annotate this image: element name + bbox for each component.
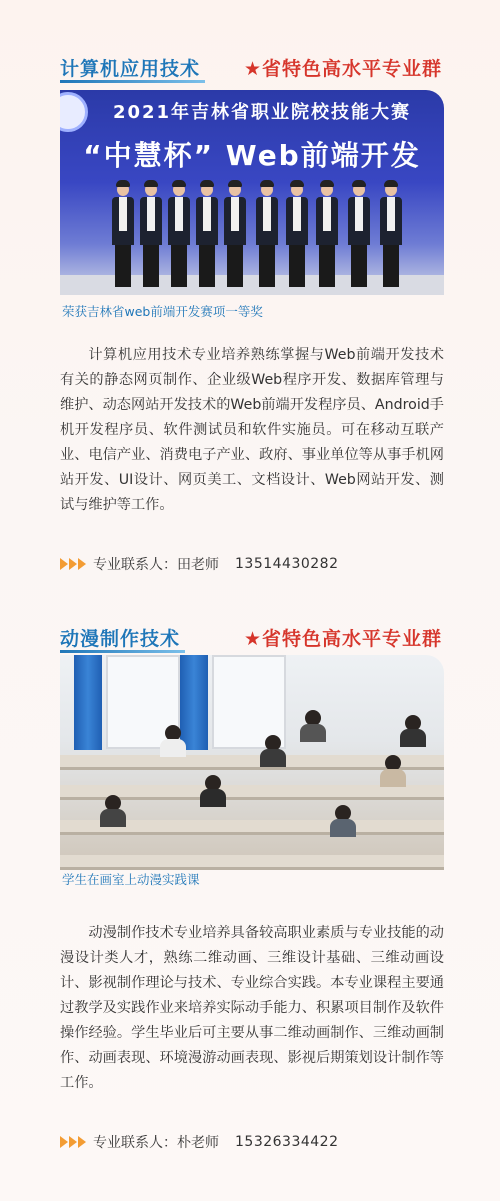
student-figure <box>330 805 356 835</box>
photo-caption: 荣获吉林省web前端开发赛项一等奖 <box>62 304 263 319</box>
person-figure <box>196 180 218 287</box>
major-title: 计算机应用技术 <box>60 58 201 80</box>
section-header <box>0 620 500 656</box>
competition-photo <box>60 90 444 295</box>
contact-phone[interactable]: 15326334422 <box>235 1134 339 1150</box>
contact-person: 专业联系人：朴老师 <box>93 1135 219 1151</box>
banner-line2: “中慧杯” Web前端开发 <box>83 139 421 172</box>
student-figure <box>260 735 286 765</box>
student-figure <box>100 795 126 825</box>
title-underline <box>60 650 185 653</box>
contact-line <box>60 554 338 574</box>
banner-line1: 2021年吉林省职业院校技能大赛 <box>112 102 412 123</box>
major-description: 动漫制作技术专业培养具备较高职业素质与专业技能的动漫设计类人才，熟练二维动画、三维设计基础、三维动画设计、影视制作理论与技术、专业综合实践。本专业课程主要通过教学及实践作业来培养实际动手能力、积累项目制作及软件操作经验。学生毕业后可主要从事二维动画制作、三维动画制作、动画表现、环境漫游动画表现、影视后期策划设计制作等工作。 <box>60 925 444 1091</box>
student-figure <box>300 710 326 740</box>
person-figure <box>224 180 246 287</box>
classroom-photo <box>60 655 444 870</box>
person-figure <box>256 180 278 287</box>
desk <box>60 855 444 870</box>
title-underline <box>60 80 205 83</box>
contact-person: 专业联系人：田老师 <box>93 557 219 573</box>
person-figure <box>112 180 134 287</box>
student-figure <box>380 755 406 785</box>
chevron-arrows-icon <box>60 1136 87 1148</box>
chevron-arrows-icon <box>60 558 87 570</box>
major-title: 动漫制作技术 <box>60 628 181 650</box>
person-figure <box>348 180 370 287</box>
student-figure <box>400 715 426 745</box>
student-figure <box>200 775 226 805</box>
person-figure <box>168 180 190 287</box>
feature-badge: ★省特色高水平专业群 <box>243 58 442 80</box>
contact-line <box>60 1132 338 1152</box>
curtain <box>74 655 102 750</box>
person-figure <box>380 180 402 287</box>
contact-phone[interactable]: 13514430282 <box>235 556 339 572</box>
person-figure <box>286 180 308 287</box>
section-header <box>0 50 500 86</box>
feature-badge: ★省特色高水平专业群 <box>243 628 442 650</box>
student-figure <box>160 725 186 755</box>
person-figure <box>140 180 162 287</box>
photo-caption: 学生在画室上动漫实践课 <box>62 872 200 887</box>
person-figure <box>316 180 338 287</box>
major-description: 计算机应用技术专业培养熟练掌握与Web前端开发技术有关的静态网页制作、企业级Web程序开发、数据库管理与维护、动态网站开发技术的Web前端开发程序员、Android手机开发程序员、软件测试员和软件实施员。可在移动互联产业、电信产业、消费电子产业、政府、事业单位等从事手机网站开发、UI设计、网页美工、文档设计、Web网站开发、测试与维护等工作。 <box>60 347 444 513</box>
